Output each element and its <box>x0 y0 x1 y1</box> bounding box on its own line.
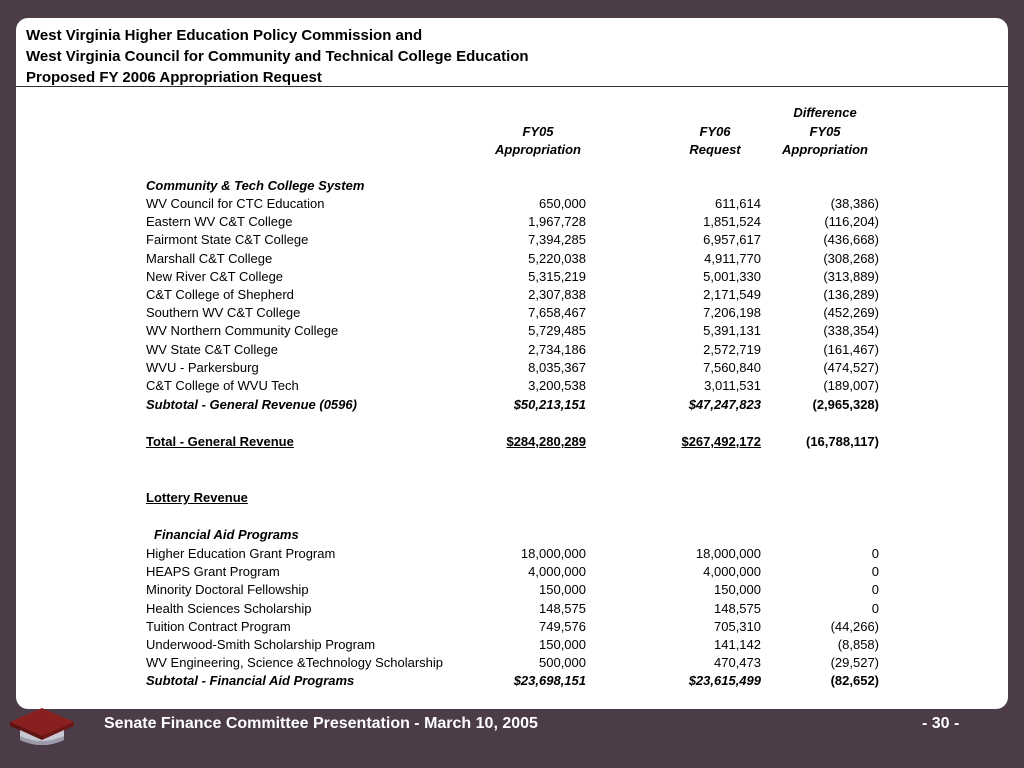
section-heading-lottery: Lottery Revenue <box>146 490 248 505</box>
row-diff: (136,289) <box>823 287 879 302</box>
row-fy06: 18,000,000 <box>695 546 761 561</box>
row-fy05: 4,000,000 <box>528 564 586 580</box>
row-name: WV Council for CTC Education <box>146 196 325 211</box>
row-fy06: 4,911,770 <box>704 250 761 266</box>
row-diff: (474,527) <box>823 359 879 375</box>
row-diff: (116,204) <box>824 214 879 230</box>
row-fy05: 3,200,538 <box>528 378 586 393</box>
row-name: New River C&T College <box>146 268 284 284</box>
title-line-1: West Virginia Higher Education Policy Commission and <box>26 27 423 44</box>
row-fy05: 1,967,728 <box>528 214 586 230</box>
aid-subtotal-fy06: $23,615,499 <box>688 673 761 688</box>
header-fy05: FY05 <box>522 124 554 139</box>
row-fy05: 8,035,367 <box>528 359 586 375</box>
row-diff: (338,354) <box>823 323 879 339</box>
row-fy05: 150,000 <box>539 637 586 652</box>
row-name: Minority Doctoral Fellowship <box>146 582 309 598</box>
row-fy06: 4,000,000 <box>703 564 761 580</box>
row-name: HEAPS Grant Program <box>146 564 280 580</box>
row-diff: (308,268) <box>823 250 879 266</box>
header-fy05-appropriation: Appropriation <box>495 142 581 157</box>
graduation-cap-icon <box>6 700 78 752</box>
row-fy06: 7,206,198 <box>703 305 761 321</box>
row-diff: (161,467) <box>823 341 879 357</box>
row-fy06: 7,560,840 <box>703 359 761 375</box>
row-fy05: 2,307,838 <box>528 287 586 302</box>
row-diff: 0 <box>871 600 879 616</box>
row-fy06: 6,957,617 <box>703 232 761 248</box>
row-diff: (8,858) <box>837 637 879 652</box>
row-diff: 0 <box>871 546 879 561</box>
subheading-financial-aid: Financial Aid Programs <box>154 527 299 542</box>
footer-presentation: Senate Finance Committee Presentation - March 10, 2005 <box>104 715 538 732</box>
subtotal-diff: (2,965,328) <box>812 397 879 412</box>
row-name: Eastern WV C&T College <box>146 214 293 230</box>
row-name: Fairmont State C&T College <box>146 232 309 248</box>
row-diff: 0 <box>871 564 879 580</box>
total-fy05: $284,280,289 <box>506 434 586 449</box>
row-fy06: 148,575 <box>714 600 761 616</box>
row-name: Health Sciences Scholarship <box>146 600 312 616</box>
row-name: Higher Education Grant Program <box>146 546 336 561</box>
row-name: WV Northern Community College <box>146 323 339 339</box>
row-fy05: 7,394,285 <box>528 232 586 248</box>
row-fy05: 18,000,000 <box>520 546 586 561</box>
row-diff: (452,269) <box>823 305 879 321</box>
row-fy05: 650,000 <box>539 196 586 211</box>
header-diff-fy05: FY05 <box>809 124 841 139</box>
row-fy05: 148,575 <box>539 600 586 616</box>
row-fy05: 749,576 <box>539 618 586 634</box>
row-name: Marshall C&T College <box>146 250 273 266</box>
title-line-2: West Virginia Council for Community and Technical College Education <box>26 48 529 65</box>
row-name: Southern WV C&T College <box>146 305 301 321</box>
row-name: WV State C&T College <box>146 341 278 357</box>
row-diff: (189,007) <box>823 378 879 393</box>
title-divider <box>16 86 1008 87</box>
row-fy06: 2,171,549 <box>703 287 761 302</box>
row-diff: (436,668) <box>823 232 879 248</box>
subtotal-fy06: $47,247,823 <box>688 397 761 412</box>
row-diff: (38,386) <box>830 196 879 211</box>
row-fy06: 1,851,524 <box>703 214 761 230</box>
row-fy06: 141,142 <box>714 637 761 652</box>
title-line-3: Proposed FY 2006 Appropriation Request <box>26 69 322 86</box>
row-fy05: 500,000 <box>539 655 586 671</box>
row-diff: (313,889) <box>823 268 879 284</box>
subtotal-label: Subtotal - General Revenue (0596) <box>146 397 357 412</box>
header-fy06-request: Request <box>689 142 741 157</box>
row-fy05: 2,734,186 <box>528 341 586 357</box>
row-name: Underwood-Smith Scholarship Program <box>146 637 376 652</box>
row-fy05: 5,220,038 <box>528 250 586 266</box>
total-label: Total - General Revenue <box>146 434 294 449</box>
row-name: C&T College of Shepherd <box>146 287 294 302</box>
row-fy06: 470,473 <box>714 655 761 671</box>
aid-subtotal-fy05: $23,698,151 <box>513 673 586 688</box>
row-fy06: 611,614 <box>714 196 761 211</box>
aid-subtotal-label: Subtotal - Financial Aid Programs <box>146 673 355 688</box>
row-diff: (29,527) <box>830 655 879 671</box>
row-diff: 0 <box>871 582 879 598</box>
row-fy05: 7,658,467 <box>528 305 586 321</box>
footer-page-number: - 30 - <box>922 715 960 732</box>
total-diff: (16,788,117) <box>805 434 879 449</box>
total-fy06: $267,492,172 <box>681 434 761 449</box>
subtotal-fy05: $50,213,151 <box>513 397 586 412</box>
header-diff-appropriation: Appropriation <box>782 142 868 157</box>
section-heading-ctc: Community & Tech College System <box>146 178 365 193</box>
row-fy06: 3,011,531 <box>704 378 761 393</box>
row-fy05: 5,729,485 <box>528 323 586 339</box>
row-fy06: 2,572,719 <box>703 341 761 357</box>
row-fy06: 5,391,131 <box>703 323 761 339</box>
header-fy06: FY06 <box>699 124 731 139</box>
row-fy06: 150,000 <box>714 582 761 598</box>
row-name: WV Engineering, Science &Technology Scholarship <box>146 655 444 671</box>
row-diff: (44,266) <box>830 618 879 634</box>
row-name: WVU - Parkersburg <box>146 359 259 375</box>
row-name: Tuition Contract Program <box>146 618 291 634</box>
aid-subtotal-diff: (82,652) <box>830 673 879 688</box>
row-fy05: 5,315,219 <box>528 268 586 284</box>
row-fy06: 705,310 <box>714 618 761 634</box>
row-fy05: 150,000 <box>539 582 586 598</box>
row-fy06: 5,001,330 <box>703 268 761 284</box>
header-difference: Difference <box>793 105 857 120</box>
row-name: C&T College of WVU Tech <box>146 378 299 393</box>
slide-title <box>26 25 529 88</box>
